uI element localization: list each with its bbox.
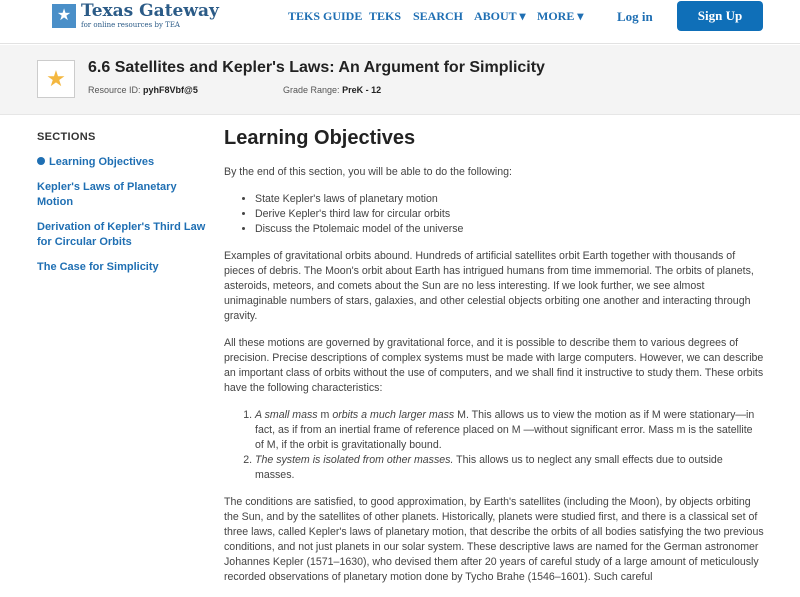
- paragraph: All these motions are governed by gravitational force, and it is possible to describe them to various degrees of precision. Precise descriptions of complex systems must be made with large computers. However, we can describe an important class of orbits without the use of computers, and we shall find it instructive to study them. These orbits have the following characteristics:: [224, 337, 764, 394]
- resource-id: Resource ID: pyhF8Vbf@5: [88, 85, 198, 95]
- nav-search[interactable]: SEARCH: [413, 9, 464, 23]
- nav-teks-guide[interactable]: TEKS GUIDE: [288, 9, 363, 23]
- nav-teks[interactable]: TEKS: [369, 9, 402, 23]
- paragraph: The conditions are satisfied, to good approximation, by Earth's satellites (including the Moon), by objects orbiting the Sun, and by the satellites of other planets. Historically, planets were studied first, and there is a classical set of three laws, called Kepler's laws of planetary motion, that describe the orbits of all bodies satisfying the two previous conditions, and not just planets in our solar system. These descriptive laws are named for the German astronomer Johannes Kepler (1571–1630), who devised them after 20 years of careful study of a large amount of meticulously recorded observations of planetary motion done by Tycho Brahe (1546–1601). Such careful: [224, 496, 764, 583]
- star-logo-icon: ★: [52, 4, 76, 28]
- characteristic-item: 2. The system is isolated from other masses. This allows us to neglect any small effects due to outside masses.: [255, 453, 764, 483]
- texas-gateway-logo[interactable]: [38, 2, 219, 29]
- objectives-list: [255, 192, 764, 237]
- objective-item: • Derive Kepler's third law for circular orbits: [255, 207, 764, 222]
- logo-subtitle: for online resources by TEA: [81, 21, 180, 29]
- intro-text: By the end of this section, you will be able to do the following:: [224, 166, 512, 178]
- nav-about[interactable]: ABOUT ▾: [474, 9, 526, 23]
- paragraph: Examples of gravitational orbits abound. Hundreds of artificial satellites orbit Earth together with thousands of pieces of debris. The Moon's orbit about Earth has intrigued humans from time immemorial. The orbits of planets, asteroids, meteors, and comets about the Sun are no less interesting. If we look further, we see almost unimaginable numbers of stars, galaxies, and other celestial objects orbiting one another and interacting through gravity.: [224, 250, 754, 322]
- current-section-dot-icon: [37, 157, 45, 165]
- section-case-for-simplicity[interactable]: The Case for Simplicity: [37, 261, 159, 273]
- objective-item: • State Kepler's laws of planetary motion: [255, 192, 764, 207]
- section-learning-objectives[interactable]: Learning Objectives: [37, 155, 207, 170]
- main-content: [224, 127, 764, 597]
- section-heading: Learning Objectives: [224, 127, 416, 149]
- grade-range: Grade Range: PreK - 12: [283, 85, 382, 95]
- characteristics-list: [255, 408, 764, 483]
- logo-title: Texas Gateway: [81, 1, 219, 21]
- sections-heading: SECTIONS: [37, 131, 96, 143]
- login-link[interactable]: Log in: [617, 9, 653, 24]
- section-derivation[interactable]: Derivation of Kepler's Third Law for Circular Orbits: [37, 221, 206, 248]
- favorite-star-icon[interactable]: ★: [37, 60, 75, 98]
- section-keplers-laws[interactable]: Kepler's Laws of Planetary Motion: [37, 181, 177, 208]
- sign-up-button[interactable]: Sign Up: [677, 1, 763, 31]
- nav-more[interactable]: MORE ▾: [537, 9, 584, 23]
- characteristic-item: 1. A small mass m orbits a much larger mass M. This allows us to view the motion as if M were stationary—in fact, as if from an inertial frame of reference placed on M —without significant error. Mass m is the satellite of M, if the orbit is gravitationally bound.: [255, 408, 764, 453]
- objective-item: • Discuss the Ptolemaic model of the universe: [255, 222, 764, 237]
- site-header: [0, 0, 800, 44]
- page-title: 6.6 Satellites and Kepler's Laws: An Argument for Simplicity: [88, 59, 545, 76]
- resource-header: [0, 45, 800, 115]
